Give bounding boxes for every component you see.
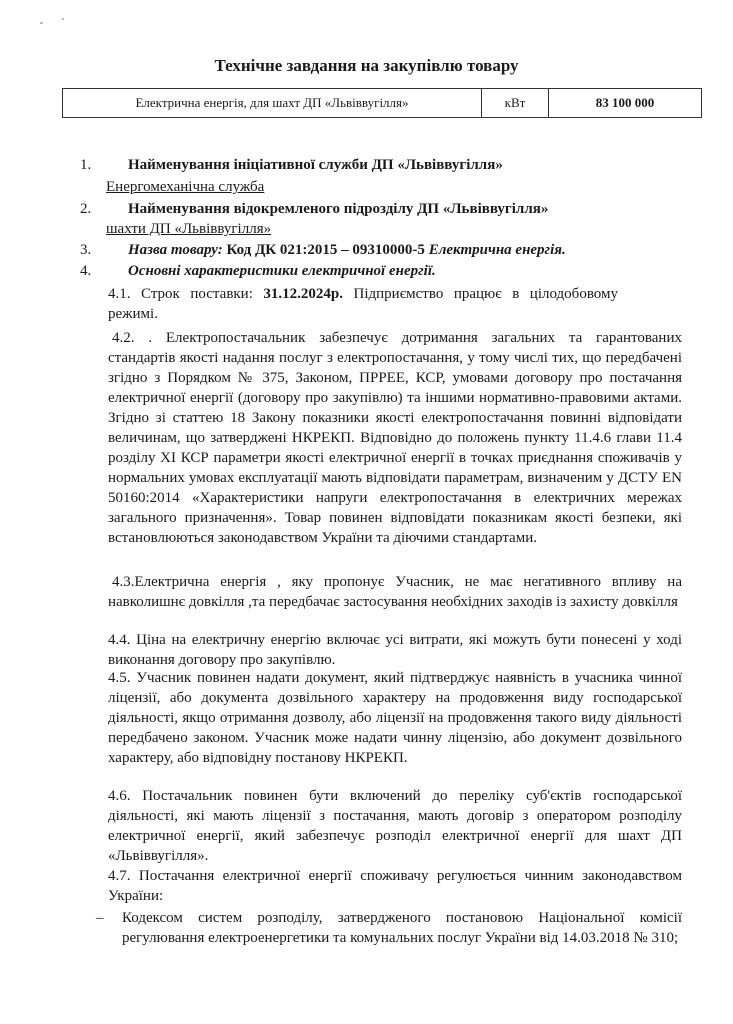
item-name-cell: Електрична енергія, для шахт ДП «Львіввугілля» bbox=[63, 89, 482, 118]
quantity-cell: 83 100 000 bbox=[549, 89, 702, 118]
product-name: Електрична енергія. bbox=[428, 242, 566, 258]
section-heading: Назва товару: bbox=[128, 242, 223, 258]
table-row bbox=[63, 89, 702, 118]
paragraph-4-6: 4.6. Постачальник повинен бути включений до переліку суб'єктів господарської діяльності, які мають ліцензії з постачання, мають договір з оператором розподілу електричної енергії, який забезпечує розподіл електричної енергії для шахт ДП «Львіввугілля». bbox=[108, 788, 682, 864]
delivery-note: Підприємство працює в цілодобовому режимі. bbox=[108, 286, 619, 322]
section-3-line bbox=[128, 241, 566, 260]
scan-speck bbox=[40, 22, 43, 24]
unit-cell: кВт bbox=[482, 89, 549, 118]
bullet-item: Кодексом систем розподілу, затвердженого постановою Національної комісії регулювання електроенергетики та комунальних послуг України від 14.03.2018 № 310; bbox=[122, 910, 682, 946]
section-number: 1. bbox=[80, 157, 92, 173]
paragraph-4-1 bbox=[108, 284, 618, 324]
section-number: 3. bbox=[80, 242, 92, 258]
paragraph-4-2: 4.2. . Електропостачальник забезпечує дотримання загальних та гарантованих стандартів якості надання послуг з електропостачання, у тому числі тих, що передбачені згідно з Порядком № 375, Законом, ПРРЕЕ, КСР, умовами договору про постачання електричної енергії (договору про закупівлю) та іншими нормативно-правовими актами. Згідно зі статтею 18 Закону показники якості електропостачання повинні відповідати величинам, що затверджені НКРЕКП. Відповідно до положень пункту 11.4.6 глави 11.4 розділу XI КСР параметри якості електричної енергії в точках приєднання споживачів у нормальних умовах експлуатації мають відповідати параметрам, визначеним у ДСТУ EN 50160:2014 «Характеристики напруги електропостачання в електричних мережах загального призначення». Товар повинен відповідати показникам якості безпеки, які встановлюються законодавством України та діючими стандартами. bbox=[108, 330, 682, 546]
section-heading: Найменування відокремленого підрозділу ДП «Львіввугілля» bbox=[128, 201, 549, 217]
section-number: 4. bbox=[80, 263, 92, 279]
section-heading: Основні характеристики електричної енергії. bbox=[128, 263, 436, 279]
paragraph-4-5: 4.5. Учасник повинен надати документ, який підтверджує наявність в учасника чинної ліцензії, або документа дозвільного характеру на продовження виду господарської діяльності, якщо отримання дозволу, або ліцензії на продовження такого виду діяльності передбачено законом. Учасник може надати чинну ліцензію, або документ дозвільного характеру, або відповідну постанову НКРЕКП. bbox=[108, 670, 682, 766]
paragraph-4-7: 4.7. Постачання електричної енергії споживачу регулюється чинним законодавством України: bbox=[108, 868, 682, 904]
document-title: Технічне завдання на закупівлю товару bbox=[214, 56, 519, 75]
delivery-label: 4.1. Строк поставки: bbox=[108, 286, 264, 302]
section-value: Енергомеханічна служба bbox=[106, 179, 265, 195]
bullet-dash: – bbox=[96, 910, 104, 926]
paragraph-4-3: 4.3.Електрична енергія , яку пропонує Учасник, не має негативного впливу на навколишнє довкілля ,та передбачає застосування необхідних заходів із захисту довкілля bbox=[108, 574, 682, 610]
paragraph-4-4: 4.4. Ціна на електричну енергію включає усі витрати, які можуть бути понесені у ході виконання договору про закупівлю. bbox=[108, 632, 682, 668]
delivery-date: 31.12.2024р. bbox=[263, 286, 343, 302]
section-value: шахти ДП «Львіввугілля» bbox=[106, 221, 272, 237]
scan-speck bbox=[62, 18, 64, 20]
item-table bbox=[62, 88, 702, 118]
section-number: 2. bbox=[80, 201, 92, 217]
section-heading: Найменування ініціативної служби ДП «Львіввугілля» bbox=[128, 157, 503, 173]
product-code: Код ДК 021:2015 – 09310000-5 bbox=[226, 242, 425, 258]
